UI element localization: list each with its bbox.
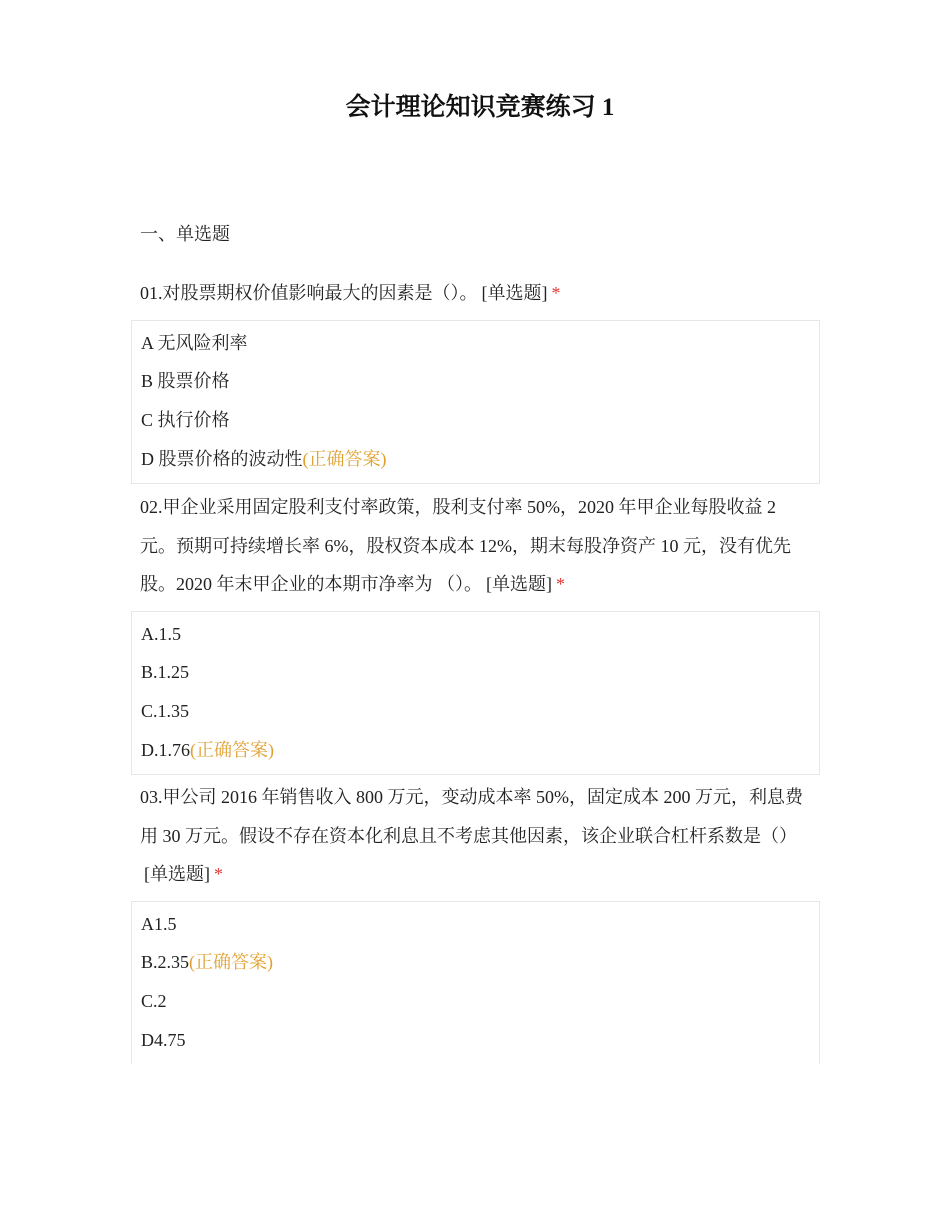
option-label: C 执行价格 xyxy=(141,409,230,430)
option-label: C.1.35 xyxy=(141,700,190,721)
question-3-options xyxy=(131,901,820,1065)
question-1 xyxy=(131,274,820,484)
option-label: B 股票价格 xyxy=(141,371,230,392)
question-1-required-mark: * xyxy=(551,283,561,303)
question-3-option-b[interactable] xyxy=(132,943,819,982)
question-2-option-a[interactable] xyxy=(132,615,819,654)
question-2-option-b[interactable] xyxy=(132,653,819,692)
question-1-type-label: [单选题] xyxy=(481,283,548,303)
question-2-type-label: [单选题] xyxy=(486,574,552,594)
question-3 xyxy=(131,778,820,1064)
question-2-options xyxy=(131,611,820,776)
correct-answer-tag: (正确答案) xyxy=(190,739,274,760)
question-2 xyxy=(131,488,820,775)
question-1-option-c[interactable] xyxy=(132,401,819,440)
question-3-option-d[interactable] xyxy=(132,1021,819,1060)
correct-answer-tag: (正确答案) xyxy=(302,448,387,469)
question-1-stem: 01.对股票期权价值影响最大的因素是（）。 xyxy=(140,283,478,303)
option-label: A.1.5 xyxy=(141,623,181,644)
question-1-option-a[interactable] xyxy=(132,324,819,363)
page-title: 会计理论知识竞赛练习 1 xyxy=(345,94,615,121)
question-2-text xyxy=(131,488,820,604)
option-label: D.1.76 xyxy=(141,739,190,760)
question-3-type-label: [单选题] xyxy=(144,864,210,884)
question-3-text xyxy=(131,778,820,894)
question-3-required-mark: * xyxy=(214,864,223,884)
question-3-stem: 03.甲公司 2016 年销售收入 800 万元，变动成本率 50%，固定成本 200 万元，利息费用 30 万元。假设不存在资本化利息且不考虑其他因素，该企业联合杠杆系数是（） xyxy=(140,787,803,846)
question-1-option-b[interactable] xyxy=(132,362,819,401)
question-2-option-d[interactable] xyxy=(132,731,819,770)
question-1-text xyxy=(131,274,820,313)
option-label: B.2.35 xyxy=(141,952,190,973)
question-2-required-mark: * xyxy=(556,574,565,594)
question-3-option-c[interactable] xyxy=(132,982,819,1021)
option-label: C.2 xyxy=(141,990,167,1011)
question-1-option-d[interactable] xyxy=(132,440,819,479)
question-2-option-c[interactable] xyxy=(132,692,819,731)
section-heading: 一、单选题 xyxy=(140,224,230,244)
option-label: D4.75 xyxy=(141,1029,186,1050)
question-2-stem: 02.甲企业采用固定股利支付率政策，股利支付率 50%，2020 年甲企业每股收益 2 元。预期可持续增长率 6%，股权资本成本 12%，期末每股净资产 10 元，没有优先股。2020 年末甲企业的本期市净率为 （）。 xyxy=(140,497,791,594)
option-label: B.1.25 xyxy=(141,662,190,683)
question-1-options xyxy=(131,320,820,485)
option-label: A1.5 xyxy=(141,913,177,934)
correct-answer-tag: (正确答案) xyxy=(189,952,274,973)
option-label: A 无风险利率 xyxy=(141,332,248,353)
option-label: D 股票价格的波动性 xyxy=(141,448,303,469)
question-3-option-a[interactable] xyxy=(132,905,819,944)
